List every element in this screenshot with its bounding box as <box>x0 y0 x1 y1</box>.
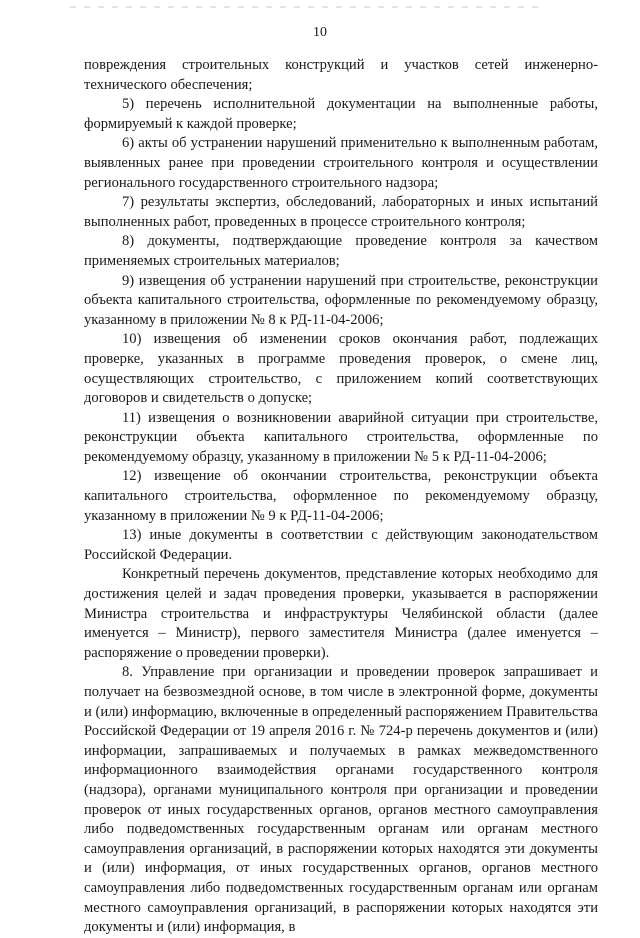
paragraph-continuation: повреждения строительных конструкций и участков сетей инженерно-технического обеспечения; <box>84 57 598 93</box>
scan-artifact <box>70 6 540 8</box>
list-item-5: 5) перечень исполнительной документации на выполненные работы, формируемый к каждой проверке; <box>84 96 598 132</box>
page-number: 10 <box>313 25 327 40</box>
list-item-9: 9) извещения об устранении нарушений при строительстве, реконструкции объекта капитального строительства, оформленные по рекомендуемому образцу, указанному в приложении № 8 к РД-11-04-2006; <box>84 272 598 328</box>
list-item-8: 8) документы, подтверждающие проведение контроля за качеством применяемых строительных материалов; <box>84 233 598 269</box>
list-item-11: 11) извещения о возникновении аварийной ситуации при строительстве, реконструкции объекта капитального строительства, оформленные по рекомендуемому образцу, указанному в приложении № 5 к РД-11-04-2006; <box>84 409 598 465</box>
list-item-12: 12) извещение об окончании строительства, реконструкции объекта капитального строительства, оформленное по рекомендуемому образцу, указанному в приложении № 9 к РД-11-04-2006; <box>84 468 598 524</box>
list-item-6: 6) акты об устранении нарушений применительно к выполненным работам, выявленных ранее при проведении строительного контроля и осуществлении регионального государственного строительного надзора; <box>84 135 598 191</box>
document-body <box>84 56 598 938</box>
paragraph-document-list: Конкретный перечень документов, представление которых необходимо для достижения целей и задач проведения проверки, указывается в распоряжении Министра строительства и инфраструктуры Челябинской области (далее именуется – Министр), первого заместителя Министра (далее именуется – распоряжение о проведении проверки). <box>84 566 598 661</box>
list-item-10: 10) извещения об изменении сроков окончания работ, подлежащих проверке, указанных в программе проведения проверок, о смене лиц, осуществляющих строительство, с приложением копий соответствующих договоров и свидетельств о допуске; <box>84 331 598 407</box>
list-item-13: 13) иные документы в соответствии с действующим законодательством Российской Федерации. <box>84 527 598 563</box>
paragraph-section-8: 8. Управление при организации и проведении проверок запрашивает и получает на безвозмездной основе, в том числе в электронной форме, документы и (или) информацию, включенные в определенный распоряжением Правительства Российской Федерации от 19 апреля 2016 г. № 724-р перечень документов и (или) информации, запрашиваемых и получаемых в рамках межведомственного информационного взаимодействия органами государственного контроля (надзора), органами муниципального контроля при организации и проведении проверок от иных государственных органов, органов местного самоуправления либо подведомственных государственным органам или органам местного самоуправления организаций, в распоряжении которых находятся эти документы и (или) информация, от иных государственных органов, органов местного самоуправления либо подведомственных государственным органам или органам местного самоуправления организаций, в распоряжении которых находятся эти документы и (или) информация, в <box>84 664 598 936</box>
list-item-7: 7) результаты экспертиз, обследований, лабораторных и иных испытаний выполненных работ, проведенных в процессе строительного контроля; <box>84 194 598 230</box>
